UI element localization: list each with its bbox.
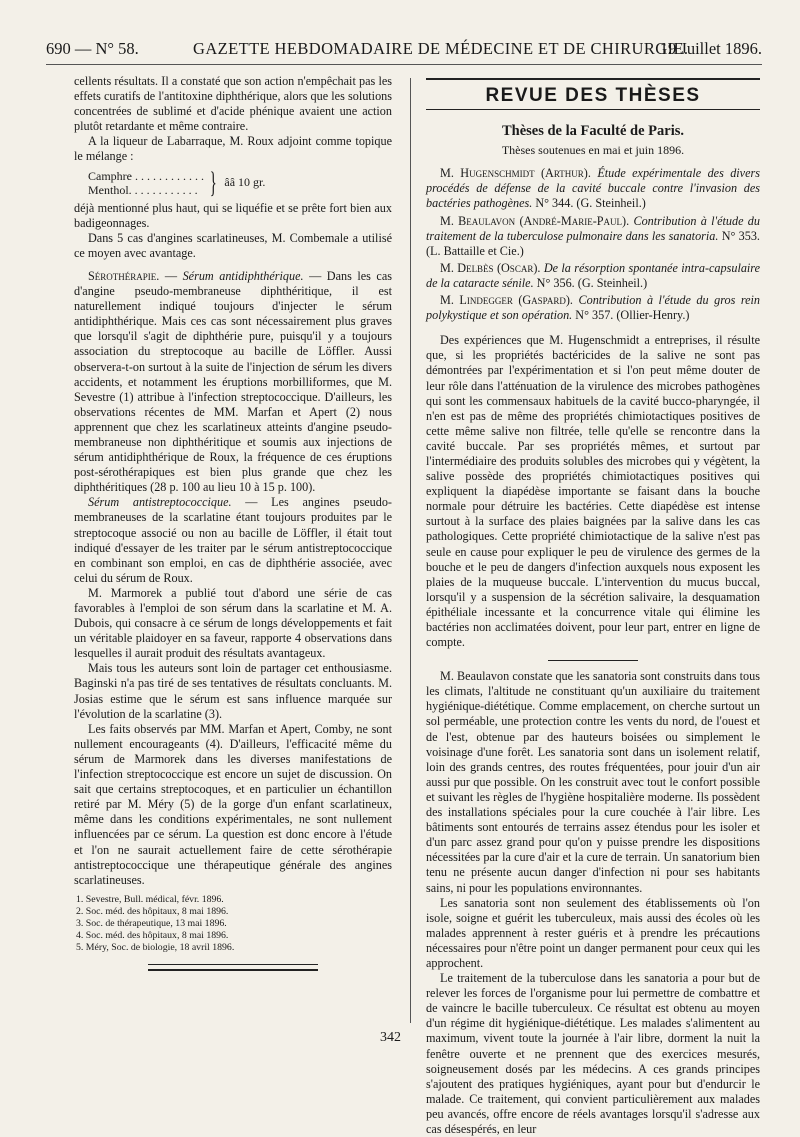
paragraph: Les sanatoria sont non seulement des établissements où l'on isole, soigne et guérit les tuberculeux, mais aussi des écoles où les malades apprennent à rester guéris et à prendre les précautions nécessaires pour n'être point un danger permanent pour ceux qui les approchent. <box>426 895 760 970</box>
footnote: 2. Soc. méd. des hôpitaux, 8 mai 1896. <box>76 905 229 917</box>
thesis-ref: N° 356. (G. Steinheil.) <box>533 275 648 290</box>
header-journal-title: GAZETTE HEBDOMADAIRE DE MÉDECINE ET DE CHIRURGIE. <box>193 39 689 58</box>
running-header <box>46 38 762 60</box>
section-heading: Sérothérapie. <box>88 268 160 283</box>
section-title: REVUE DES THÈSES <box>485 85 701 106</box>
paragraph: Le traitement de la tuberculose dans les sanatoria a pour but de relever les forces de l'organisme pour lui permettre de combattre et de vaincre le bacille tuberculeux. Ce résultat est obtenu au moyen d'un régime dit hygiénique-diététique. Les malades s'alimentent au maximum, vivent toute la journée à l'air libre, dorment la nuit la fenêtre ouverte et ne prennent que des exercices mesurés, soigneusement dosés par les médecins. A ces grands principes s'ajoutent des pratiques hygiéniques, ayant pour but d'endurcir le malade. Ce traitement, qui convient particulièrement aux malades peu avancés, offre encore de réels avantages lorsqu'il s'adresse aux cas désespérés, en leur <box>426 971 760 1136</box>
subsection-subtitle: Thèses soutenues en mai et juin 1896. <box>501 143 685 158</box>
footnote: 3. Soc. de thérapeutique, 13 mai 1896. <box>76 917 227 929</box>
paragraph: Des expériences que M. Hugenschmidt a entreprises, il résulte que, si les propriétés bactéricides de la salive ne sont pas démontrées par l'expérimentation et si l'on peut même douter de leur rôle dans l'atténuation de la virulence des microbes pathogènes qui sont les commensaux habituels de la cavité bucco-pharyngée, il n'en est pas de même des propriétés chimiotactiques positives de cette même salive non filtrée, telle qu'elle se rencontre dans la cavité buccale. Par ses propriétés mêmes, et surtout par l'intermédiaire des produits solubles des microbes qui y végètent, la salive possède des propriétés chimiotactiques positives qui expliquent la diapédèse importante se faisant dans la bouche normale pour détruire les bactéries. Cette diapédèse est intense surtout à la surface des plaies baignées par la salive dans les cas pathologiques. Cette propriété chimiotactique de la salive n'est pas seule en cause pour expliquer le peu de virulence des germes de la bouche et le peu de dangers d'infection auxquels nous exposent les plaies de la muqueuse buccale. L'intervention du mucus buccal, lorsqu'il y a suspension de la sécrétion salivaire, la desquamation épithéliale incessante et la concurrence vitale qui élimine les bactéries non acclimatées doivent, pour leur part, entrer en ligne de compte. <box>426 333 760 650</box>
thesis-entry <box>426 166 760 211</box>
right-column <box>426 74 760 1137</box>
thesis-title: Contribution à l'étude du traitement de la tuberculose pulmonaire dans les sanatoria. <box>426 213 760 243</box>
header-issue: 690 — N° 58. <box>46 39 139 58</box>
footnote: 1. Sevestre, Bull. médical, févr. 1896. <box>76 893 224 905</box>
prescription <box>88 165 392 199</box>
header-date: 19 Juillet 1896. <box>659 39 762 58</box>
paragraph: déjà mentionné plus haut, qui se liquéfie et se prête fort bien aux badigeonnages. <box>74 200 392 230</box>
paragraph: Dans 5 cas d'angines scarlatineuses, M. Combemale a utilisé ce moyen avec avantage. <box>74 230 392 260</box>
brace: } <box>209 165 217 199</box>
thesis-author: M. Hugenschmidt (Arthur). <box>440 166 591 181</box>
footnotes <box>74 894 392 954</box>
end-ornament <box>148 964 318 971</box>
thesis-entry <box>426 293 760 323</box>
paragraph: Sérum antistreptococcique. — Les angines pseudo-membraneuses de la scarlatine étant toujours produites par le streptocoque associé ou non au bacille de Löffler, il était tout indiqué d'essayer de les traiter par le sérum antistreptococcique en combinant son emploi, en cas de diphthérie associée, avec celui du sérum de Roux. <box>74 495 392 585</box>
paragraph: Sérothérapie. — Sérum antidiphthérique. — Dans les cas d'angine pseudo-membraneuse diphthéritique, il est naturellement indiqué toujours d'injecter le sérum antidiphthérique. Mais ces cas sont nécessairement plus graves que lorsqu'il s'agit de diphthérie pure, puisqu'il y a toujours association du streptocoque au bacille de Löffler. Aussi observera-t-on surtout à la suite de l'injection de sérum les divers accidents, et notamment les éruptions morbilliformes, que M. Sevestre (1) attribue à l'infection streptococcique. D'ailleurs, les observations récentes de MM. Marfan et Apert (2) nous apprennent que chez les scarlatineux atteints d'angine pseudo-membraneuse non diphthéritique et soumis aux injections de sérum antidiphthérique de Roux, la fréquence de ces éruptions post-sérothérapiques est bien plus grande que chez les diphthéritiques (28 p. 100 au lieu 10 à 15 p. 100). <box>74 268 392 495</box>
separator-rule <box>548 660 638 661</box>
thesis-author: M. Lindegger (Gaspard). <box>440 293 573 308</box>
left-column <box>74 74 392 971</box>
column-divider <box>410 78 411 1023</box>
page-number: 342 <box>380 1030 401 1045</box>
subsection-title: Thèses de la Faculté de Paris. <box>501 123 685 140</box>
header-rule <box>46 64 762 65</box>
thesis-title: Contribution à l'étude du gros rein polykystique et son opération. <box>426 293 760 323</box>
paragraph: A la liqueur de Labarraque, M. Roux adjoint comme topique le mélange : <box>74 134 392 164</box>
prescription-line: Camphre . . . . . . . . . . . . <box>88 168 204 183</box>
thesis-title: Étude expérimentale des divers procédés de défense de la cavité buccale contre l'invasion des bactéries pathogènes. <box>426 166 760 211</box>
thesis-ref: N° 344. (G. Steinheil.) <box>532 196 646 211</box>
thesis-entry <box>426 261 760 291</box>
subheading: Sérum antidiphthérique. <box>182 268 304 283</box>
thesis-ref: N° 357. (Ollier-Henry.) <box>572 308 690 323</box>
section-rule <box>426 78 760 80</box>
paragraph: Les faits observés par MM. Marfan et Apert, Comby, ne sont nullement encourageants (4). D'ailleurs, l'efficacité même du sérum de Marmorek dans les diverses manifestations de l'infection streptococcique est encore un sujet de discussion. On sait que certains streptocoques, et en particulier un échantillon retiré par M. Méry (5) de la gorge d'un enfant scarlatineux, même dans les conditions expérimentales, ne sont nullement influencées par ce sérum. La question est donc encore à l'étude et l'on ne saurait actuellement faire de cette sérothérapie antistreptococcique une thérapeutique générale des angines scarlatineuses. <box>74 721 392 887</box>
subheading: Sérum antistreptococcique. <box>88 495 232 510</box>
thesis-author: M. Delbès (Oscar). <box>440 260 541 275</box>
paragraph: Mais tous les auteurs sont loin de partager cet enthousiasme. Baginski n'a pas tiré de ses tentatives de résultats concluants. M. Josias estime que le sérum est sans influence marquée sur l'évolution de la scarlatine (3). <box>74 661 392 721</box>
footnote: 4. Soc. méd. des hôpitaux, 8 mai 1896. <box>76 929 229 941</box>
thesis-title: De la résorption spontanée intra-capsulaire de la cataracte sénile. <box>426 260 761 290</box>
prescription-amount: ââ 10 gr. <box>224 175 266 190</box>
thesis-entry <box>426 214 760 259</box>
section-rule <box>426 109 760 110</box>
thesis-ref: N° 353. (L. Battaille et Cie.) <box>426 228 760 258</box>
paragraph: cellents résultats. Il a constaté que son action n'empêchait pas les effets curatifs de l'antitoxine diphthérique, alors que les solutions concentrées de sublimé et d'acide phénique avaient une action plutôt retardante et même contraire. <box>74 74 392 134</box>
paragraph: M. Beaulavon constate que les sanatoria sont construits dans tous les climats, l'altitude ne constituant qu'un auxiliaire du traitement hygiénique-diététique. Comme emplacement, on cherche surtout un sol perméable, une protection contre les vents du nord, de l'ouest et de l'est, obtenue par des hauteurs boisées ou simplement le voisinage d'une forêt. Les sanatoria sont dans un isolement relatif, loin des grands centres, des routes fréquentées, pour jouir d'un air aussi pur que possible. On les construit avec tout le confort possible et suivant les règles de l'hygiène hospitalière moderne. Ils possèdent des installations spéciales pour la cure couchée à l'air libre. Les bâtiments sont entourés de terrains assez étendus pour les isoler et d'un parc assez grand pour qu'on y puisse prendre les dispositions nécessitées par la cure d'air et la cure de terrain. Un sanatorium bien tenu ne présente aucun danger d'infection ni pour ses habitants sains, ni pour les populations environnantes. <box>426 669 760 895</box>
footnote: 5. Méry, Soc. de biologie, 18 avril 1896. <box>76 941 235 953</box>
prescription-line: Menthol. . . . . . . . . . . . <box>88 182 198 197</box>
paragraph: M. Marmorek a publié tout d'abord une série de cas favorables à l'emploi de son sérum dans la scarlatine et M. A. Dubois, qui consacre à ce sérum de longs développements et fait un véritable plaidoyer en sa faveur, rapporte 4 observations dans lesquelles il aurait produit des résultats avantageux. <box>74 585 392 661</box>
thesis-author: M. Beaulavon (André-Marie-Paul). <box>440 213 630 228</box>
